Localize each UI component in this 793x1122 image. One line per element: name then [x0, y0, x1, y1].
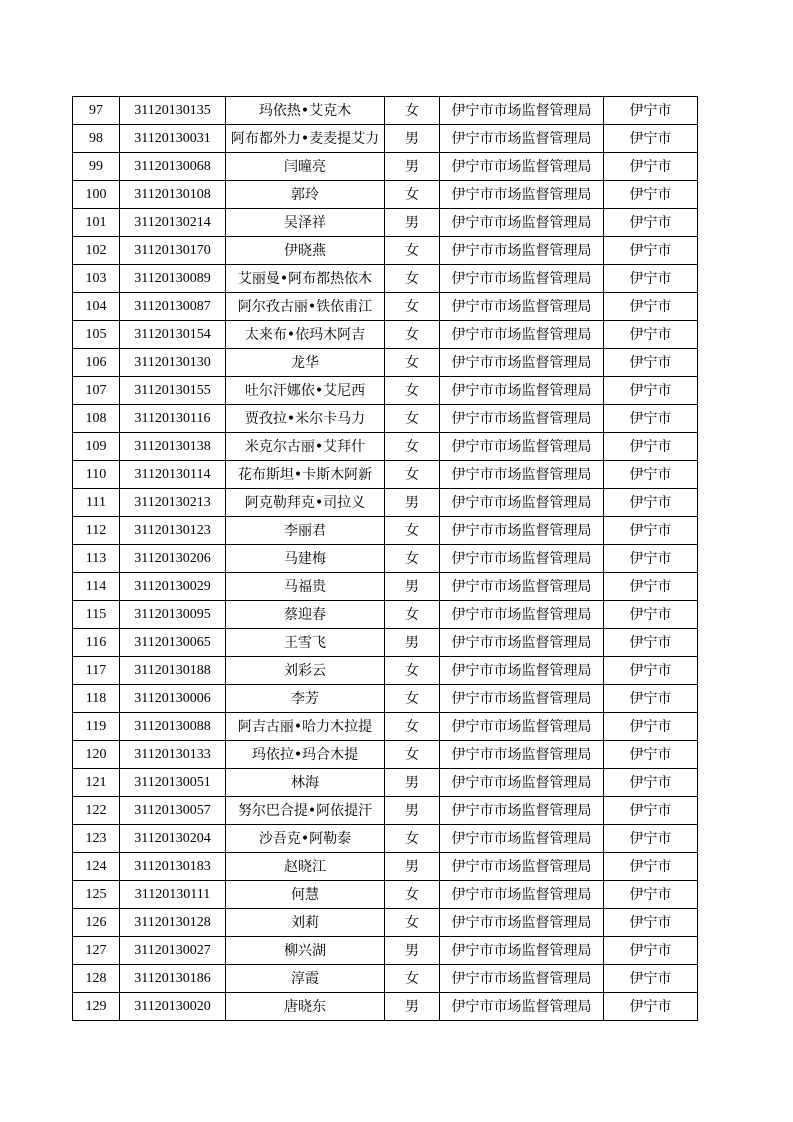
gender-cell: 男: [385, 993, 440, 1021]
name-cell: 贾孜拉•米尔卡马力: [226, 405, 385, 433]
table-row: [73, 209, 698, 237]
city-cell: 伊宁市: [604, 293, 698, 321]
name-cell: 阿尔孜古丽•铁依甫江: [226, 293, 385, 321]
unit-cell: 伊宁市市场监督管理局: [440, 489, 604, 517]
exam-id-cell: 31120130154: [120, 321, 226, 349]
gender-cell: 女: [385, 909, 440, 937]
unit-cell: 伊宁市市场监督管理局: [440, 433, 604, 461]
unit-cell: 伊宁市市场监督管理局: [440, 937, 604, 965]
roster-body: [73, 97, 698, 1021]
gender-cell: 女: [385, 433, 440, 461]
row-number-cell: 119: [73, 713, 120, 741]
city-cell: 伊宁市: [604, 181, 698, 209]
name-cell: 马建梅: [226, 545, 385, 573]
exam-id-cell: 31120130130: [120, 349, 226, 377]
city-cell: 伊宁市: [604, 209, 698, 237]
exam-id-cell: 31120130206: [120, 545, 226, 573]
row-number-cell: 126: [73, 909, 120, 937]
city-cell: 伊宁市: [604, 713, 698, 741]
city-cell: 伊宁市: [604, 629, 698, 657]
city-cell: 伊宁市: [604, 349, 698, 377]
gender-cell: 男: [385, 573, 440, 601]
gender-cell: 女: [385, 265, 440, 293]
unit-cell: 伊宁市市场监督管理局: [440, 125, 604, 153]
table-row: [73, 713, 698, 741]
unit-cell: 伊宁市市场监督管理局: [440, 573, 604, 601]
row-number-cell: 116: [73, 629, 120, 657]
exam-id-cell: 31120130170: [120, 237, 226, 265]
city-cell: 伊宁市: [604, 825, 698, 853]
row-number-cell: 118: [73, 685, 120, 713]
name-cell: 吐尔汗娜依•艾尼西: [226, 377, 385, 405]
table-row: [73, 153, 698, 181]
gender-cell: 女: [385, 293, 440, 321]
exam-id-cell: 31120130111: [120, 881, 226, 909]
row-number-cell: 109: [73, 433, 120, 461]
table-row: [73, 349, 698, 377]
gender-cell: 女: [385, 405, 440, 433]
unit-cell: 伊宁市市场监督管理局: [440, 461, 604, 489]
row-number-cell: 108: [73, 405, 120, 433]
exam-id-cell: 31120130089: [120, 265, 226, 293]
name-cell: 米克尔古丽•艾拜什: [226, 433, 385, 461]
gender-cell: 女: [385, 965, 440, 993]
gender-cell: 女: [385, 97, 440, 125]
table-row: [73, 181, 698, 209]
unit-cell: 伊宁市市场监督管理局: [440, 657, 604, 685]
row-number-cell: 121: [73, 769, 120, 797]
row-number-cell: 125: [73, 881, 120, 909]
row-number-cell: 101: [73, 209, 120, 237]
unit-cell: 伊宁市市场监督管理局: [440, 685, 604, 713]
unit-cell: 伊宁市市场监督管理局: [440, 209, 604, 237]
table-row: [73, 965, 698, 993]
exam-id-cell: 31120130051: [120, 769, 226, 797]
row-number-cell: 111: [73, 489, 120, 517]
city-cell: 伊宁市: [604, 601, 698, 629]
table-row: [73, 629, 698, 657]
city-cell: 伊宁市: [604, 461, 698, 489]
gender-cell: 女: [385, 741, 440, 769]
gender-cell: 女: [385, 377, 440, 405]
exam-id-cell: 31120130116: [120, 405, 226, 433]
exam-id-cell: 31120130183: [120, 853, 226, 881]
row-number-cell: 106: [73, 349, 120, 377]
table-row: [73, 937, 698, 965]
city-cell: 伊宁市: [604, 545, 698, 573]
exam-id-cell: 31120130020: [120, 993, 226, 1021]
name-cell: 林海: [226, 769, 385, 797]
exam-id-cell: 31120130138: [120, 433, 226, 461]
unit-cell: 伊宁市市场监督管理局: [440, 881, 604, 909]
exam-id-cell: 31120130188: [120, 657, 226, 685]
name-cell: 刘莉: [226, 909, 385, 937]
table-row: [73, 657, 698, 685]
gender-cell: 男: [385, 769, 440, 797]
gender-cell: 女: [385, 713, 440, 741]
gender-cell: 女: [385, 461, 440, 489]
exam-id-cell: 31120130155: [120, 377, 226, 405]
unit-cell: 伊宁市市场监督管理局: [440, 181, 604, 209]
unit-cell: 伊宁市市场监督管理局: [440, 797, 604, 825]
gender-cell: 女: [385, 321, 440, 349]
unit-cell: 伊宁市市场监督管理局: [440, 377, 604, 405]
unit-cell: 伊宁市市场监督管理局: [440, 853, 604, 881]
gender-cell: 男: [385, 797, 440, 825]
unit-cell: 伊宁市市场监督管理局: [440, 265, 604, 293]
unit-cell: 伊宁市市场监督管理局: [440, 993, 604, 1021]
name-cell: 阿克勒拜克•司拉义: [226, 489, 385, 517]
table-row: [73, 377, 698, 405]
name-cell: 吴泽祥: [226, 209, 385, 237]
table-row: [73, 881, 698, 909]
city-cell: 伊宁市: [604, 993, 698, 1021]
row-number-cell: 97: [73, 97, 120, 125]
row-number-cell: 100: [73, 181, 120, 209]
unit-cell: 伊宁市市场监督管理局: [440, 237, 604, 265]
gender-cell: 男: [385, 489, 440, 517]
unit-cell: 伊宁市市场监督管理局: [440, 965, 604, 993]
name-cell: 阿吉古丽•哈力木拉提: [226, 713, 385, 741]
exam-id-cell: 31120130204: [120, 825, 226, 853]
name-cell: 闫曈亮: [226, 153, 385, 181]
row-number-cell: 129: [73, 993, 120, 1021]
gender-cell: 女: [385, 181, 440, 209]
city-cell: 伊宁市: [604, 517, 698, 545]
gender-cell: 男: [385, 937, 440, 965]
name-cell: 李丽君: [226, 517, 385, 545]
city-cell: 伊宁市: [604, 657, 698, 685]
unit-cell: 伊宁市市场监督管理局: [440, 825, 604, 853]
name-cell: 淳霞: [226, 965, 385, 993]
exam-id-cell: 31120130135: [120, 97, 226, 125]
table-row: [73, 237, 698, 265]
row-number-cell: 123: [73, 825, 120, 853]
name-cell: 龙华: [226, 349, 385, 377]
unit-cell: 伊宁市市场监督管理局: [440, 321, 604, 349]
row-number-cell: 113: [73, 545, 120, 573]
name-cell: 玛依热•艾克木: [226, 97, 385, 125]
city-cell: 伊宁市: [604, 489, 698, 517]
table-row: [73, 769, 698, 797]
row-number-cell: 128: [73, 965, 120, 993]
city-cell: 伊宁市: [604, 685, 698, 713]
unit-cell: 伊宁市市场监督管理局: [440, 741, 604, 769]
row-number-cell: 102: [73, 237, 120, 265]
city-cell: 伊宁市: [604, 405, 698, 433]
row-number-cell: 122: [73, 797, 120, 825]
table-row: [73, 265, 698, 293]
table-row: [73, 545, 698, 573]
unit-cell: 伊宁市市场监督管理局: [440, 153, 604, 181]
exam-id-cell: 31120130087: [120, 293, 226, 321]
table-row: [73, 321, 698, 349]
exam-id-cell: 31120130214: [120, 209, 226, 237]
row-number-cell: 110: [73, 461, 120, 489]
gender-cell: 男: [385, 125, 440, 153]
name-cell: 刘彩云: [226, 657, 385, 685]
row-number-cell: 127: [73, 937, 120, 965]
name-cell: 唐晓东: [226, 993, 385, 1021]
gender-cell: 女: [385, 825, 440, 853]
row-number-cell: 114: [73, 573, 120, 601]
name-cell: 玛依拉•玛合木提: [226, 741, 385, 769]
city-cell: 伊宁市: [604, 573, 698, 601]
name-cell: 阿布都外力•麦麦提艾力: [226, 125, 385, 153]
row-number-cell: 98: [73, 125, 120, 153]
table-row: [73, 97, 698, 125]
city-cell: 伊宁市: [604, 909, 698, 937]
city-cell: 伊宁市: [604, 881, 698, 909]
unit-cell: 伊宁市市场监督管理局: [440, 293, 604, 321]
city-cell: 伊宁市: [604, 97, 698, 125]
gender-cell: 男: [385, 853, 440, 881]
row-number-cell: 124: [73, 853, 120, 881]
exam-id-cell: 31120130006: [120, 685, 226, 713]
exam-id-cell: 31120130095: [120, 601, 226, 629]
name-cell: 沙吾克•阿勒泰: [226, 825, 385, 853]
gender-cell: 男: [385, 209, 440, 237]
row-number-cell: 120: [73, 741, 120, 769]
table-row: [73, 461, 698, 489]
unit-cell: 伊宁市市场监督管理局: [440, 349, 604, 377]
table-row: [73, 517, 698, 545]
name-cell: 李芳: [226, 685, 385, 713]
table-row: [73, 489, 698, 517]
exam-id-cell: 31120130057: [120, 797, 226, 825]
unit-cell: 伊宁市市场监督管理局: [440, 97, 604, 125]
table-row: [73, 993, 698, 1021]
table-row: [73, 601, 698, 629]
unit-cell: 伊宁市市场监督管理局: [440, 405, 604, 433]
gender-cell: 女: [385, 545, 440, 573]
exam-id-cell: 31120130031: [120, 125, 226, 153]
gender-cell: 男: [385, 153, 440, 181]
table-row: [73, 573, 698, 601]
city-cell: 伊宁市: [604, 797, 698, 825]
city-cell: 伊宁市: [604, 125, 698, 153]
city-cell: 伊宁市: [604, 741, 698, 769]
name-cell: 郭玲: [226, 181, 385, 209]
row-number-cell: 112: [73, 517, 120, 545]
table-row: [73, 293, 698, 321]
city-cell: 伊宁市: [604, 769, 698, 797]
city-cell: 伊宁市: [604, 237, 698, 265]
table-row: [73, 853, 698, 881]
name-cell: 马福贵: [226, 573, 385, 601]
unit-cell: 伊宁市市场监督管理局: [440, 517, 604, 545]
row-number-cell: 104: [73, 293, 120, 321]
exam-id-cell: 31120130186: [120, 965, 226, 993]
row-number-cell: 99: [73, 153, 120, 181]
table-row: [73, 797, 698, 825]
exam-id-cell: 31120130065: [120, 629, 226, 657]
row-number-cell: 107: [73, 377, 120, 405]
city-cell: 伊宁市: [604, 433, 698, 461]
unit-cell: 伊宁市市场监督管理局: [440, 545, 604, 573]
city-cell: 伊宁市: [604, 321, 698, 349]
exam-id-cell: 31120130029: [120, 573, 226, 601]
gender-cell: 女: [385, 601, 440, 629]
city-cell: 伊宁市: [604, 965, 698, 993]
table-row: [73, 909, 698, 937]
table-row: [73, 825, 698, 853]
name-cell: 伊晓燕: [226, 237, 385, 265]
name-cell: 艾丽曼•阿布都热依木: [226, 265, 385, 293]
city-cell: 伊宁市: [604, 377, 698, 405]
table-row: [73, 741, 698, 769]
unit-cell: 伊宁市市场监督管理局: [440, 601, 604, 629]
exam-id-cell: 31120130133: [120, 741, 226, 769]
gender-cell: 男: [385, 629, 440, 657]
unit-cell: 伊宁市市场监督管理局: [440, 629, 604, 657]
exam-id-cell: 31120130213: [120, 489, 226, 517]
gender-cell: 女: [385, 685, 440, 713]
name-cell: 努尔巴合提•阿依提汗: [226, 797, 385, 825]
gender-cell: 女: [385, 517, 440, 545]
name-cell: 何慧: [226, 881, 385, 909]
roster-table: [72, 96, 698, 1021]
row-number-cell: 103: [73, 265, 120, 293]
exam-id-cell: 31120130108: [120, 181, 226, 209]
table-row: [73, 405, 698, 433]
city-cell: 伊宁市: [604, 153, 698, 181]
exam-id-cell: 31120130027: [120, 937, 226, 965]
name-cell: 王雪飞: [226, 629, 385, 657]
name-cell: 柳兴湖: [226, 937, 385, 965]
name-cell: 花布斯坦•卡斯木阿新: [226, 461, 385, 489]
table-row: [73, 433, 698, 461]
unit-cell: 伊宁市市场监督管理局: [440, 713, 604, 741]
city-cell: 伊宁市: [604, 853, 698, 881]
table-row: [73, 685, 698, 713]
unit-cell: 伊宁市市场监督管理局: [440, 769, 604, 797]
exam-id-cell: 31120130114: [120, 461, 226, 489]
row-number-cell: 105: [73, 321, 120, 349]
table-row: [73, 125, 698, 153]
exam-id-cell: 31120130128: [120, 909, 226, 937]
exam-id-cell: 31120130123: [120, 517, 226, 545]
gender-cell: 女: [385, 237, 440, 265]
gender-cell: 女: [385, 349, 440, 377]
exam-id-cell: 31120130088: [120, 713, 226, 741]
row-number-cell: 117: [73, 657, 120, 685]
unit-cell: 伊宁市市场监督管理局: [440, 909, 604, 937]
exam-id-cell: 31120130068: [120, 153, 226, 181]
name-cell: 赵晓江: [226, 853, 385, 881]
row-number-cell: 115: [73, 601, 120, 629]
gender-cell: 女: [385, 881, 440, 909]
city-cell: 伊宁市: [604, 937, 698, 965]
gender-cell: 女: [385, 657, 440, 685]
name-cell: 蔡迎春: [226, 601, 385, 629]
name-cell: 太来布•依玛木阿吉: [226, 321, 385, 349]
city-cell: 伊宁市: [604, 265, 698, 293]
